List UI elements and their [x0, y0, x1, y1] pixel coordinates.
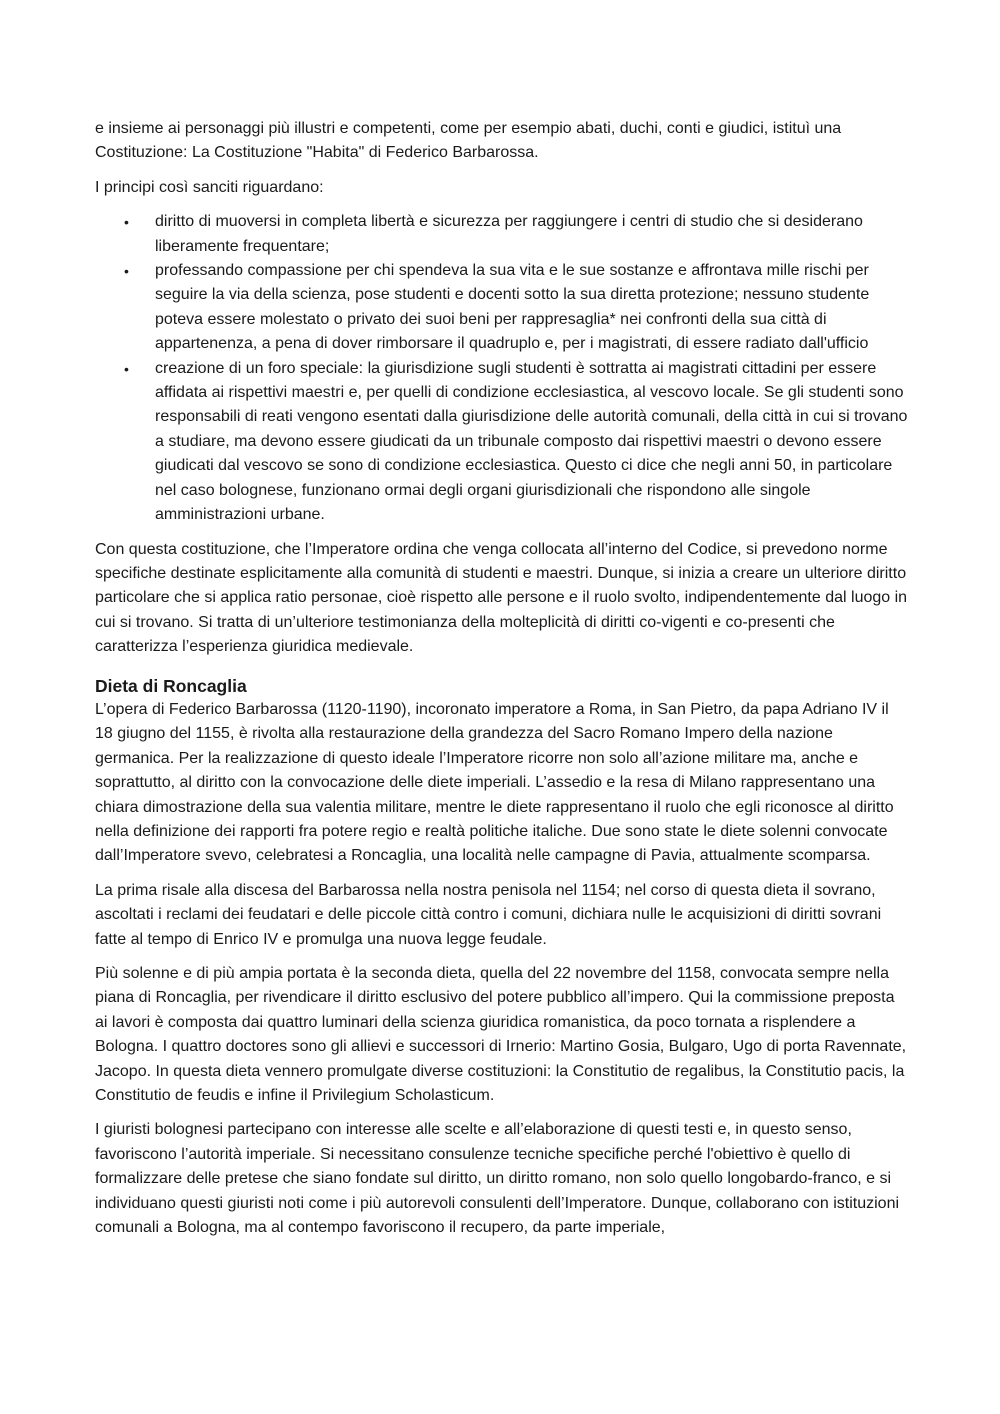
section-heading: Dieta di Roncaglia — [95, 675, 247, 696]
paragraph-prima-dieta: La prima risale alla discesa del Barbarossa nella nostra penisola nel 1154; nel corso di questa dieta il sovrano, ascoltati i reclami dei feudatari e delle piccole città contro i comuni, dichiara nulle le acquisizioni di diritti sovrani fatte al tempo di Enrico IV e promulga una nuova legge feudale. — [95, 881, 882, 948]
document-page — [95, 117, 910, 1250]
paragraph-seconda-dieta: Più solenne e di più ampia portata è la seconda dieta, quella del 22 novembre del 1158, convocata sempre nella piana di Roncaglia, per rivendicare il diritto esclusivo del potere pubblico all’impero. Qui la commissione preposta ai lavori è composta dai quattro luminari della scienza giuridica romanistica, da poco tornata a risplendere a Bologna. I quattro doctores sono gli allievi e successori di Irnerio: Martino Gosia, Bulgaro, Ugo di porta Ravennate, Jacopo. In questa dieta vennero promulgate diverse costituzioni: la Constitutio de regalibus, la Constitutio pacis, la Constitutio de feudis e infine il Privilegium Scholasticum. — [95, 965, 907, 1105]
paragraph-habita-intro: e insieme ai personaggi più illustri e competenti, come per esempio abati, duchi, conti e giudici, istituì una Costituzione: La Costituzione "Habita" di Federico Barbarossa. — [95, 120, 842, 162]
list-item-text: professando compassione per chi spendeva la sua vita e le sue sostanze e affrontava mille rischi per seguire la via della scienza, pose studenti e docenti sotto la sua diretta protezione; nessuno studente poteva essere molestato o privato dei suoi beni per rappresaglia* nei confronti della sua città di appartenenza, a pena di dover rimborsare il quadruplo e, per i magistrati, di essere radiato dall'ufficio — [155, 262, 870, 353]
paragraph-barbarossa: L’opera di Federico Barbarossa (1120-1190), incoronato imperatore a Roma, in San Pietro, da papa Adriano IV il 18 giugno del 1155, è rivolta alla restaurazione della grandezza del Sacro Romano Impero della nazione germanica. Per la realizzazione di questo ideale l’Imperatore ricorre non solo all’azione militare ma, anche e soprattutto, al diritto con la convocazione delle diete imperiali. L’assedio e la resa di Milano rappresentano una chiara dimostrazione della sua valentia militare, mentre le diete rappresentano il ruolo che egli riconosce al diritto nella definizione dei rapporti fra potere regio e realtà politiche italiche. Due sono state le diete solenni convocate dall’Imperatore svevo, celebratesi a Roncaglia, una località nelle campagne di Pavia, attualmente scomparsa. — [95, 700, 894, 865]
bullet-icon: • — [124, 360, 129, 377]
list-item — [124, 259, 910, 357]
paragraph-costituzione: Con questa costituzione, che l’Imperatore ordina che venga collocata all’interno del Codice, si prevedono norme specifiche destinate esplicitamente alla comunità di studenti e maestri. Dunque, si inizia a creare un ulteriore diritto particolare che si applica ratio personae, cioè rispetto alle persone e il ruolo svolto, indipendentemente dal luogo in cui si trovano. Si tratta di un’ulteriore testimonianza della molteplicità di diritti co-vigenti e co-presenti che caratterizza l’esperienza giuridica medievale. — [95, 540, 908, 656]
bullet-icon: • — [124, 214, 129, 231]
list-item-text: creazione di un foro speciale: la giurisdizione sugli studenti è sottratta ai magistrati cittadini per essere affidata ai rispettivi maestri e, per quelli di condizione ecclesiastica, al vescovo locale. Se gli studenti sono responsabili di reati vengono esentati dalla giurisdizione delle autorità comunali, della città in cui si trovano a studiare, ma devono essere giudicati da un tribunale composto dai rispettivi maestri o devono essere giudicati dal vescovo se sono di condizione ecclesiastica. Questo ci dice che negli anni 50, in particolare nel caso bolognese, funzionano ormai degli organi giurisdizionali che rispondono alle singole amministrazioni urbane. — [155, 359, 908, 524]
list-item-text: diritto di muoversi in completa libertà e sicurezza per raggiungere i centri di studio che si desiderano liberamente frequentare; — [155, 213, 863, 255]
paragraph-principles-intro: I principi così sanciti riguardano: — [95, 178, 324, 196]
bullet-icon: • — [124, 263, 129, 280]
list-item — [124, 210, 910, 259]
principles-list — [95, 210, 910, 527]
paragraph-giuristi: I giuristi bolognesi partecipano con interesse alle scelte e all’elaborazione di questi testi e, in questo senso, favoriscono l’autorità imperiale. Si necessitano consulenze tecniche specifiche perché l'obiettivo è quello di formalizzare delle pretese che siano fondate sul diritto, un diritto romano, non solo quello longobardo-franco, e si individuano questi giuristi noti come i più autorevoli consulenti dell’Imperatore. Dunque, collaborano con istituzioni comunali a Bologna, ma al contempo favoriscono il recupero, da parte imperiale, — [95, 1121, 900, 1237]
list-item — [124, 357, 910, 528]
